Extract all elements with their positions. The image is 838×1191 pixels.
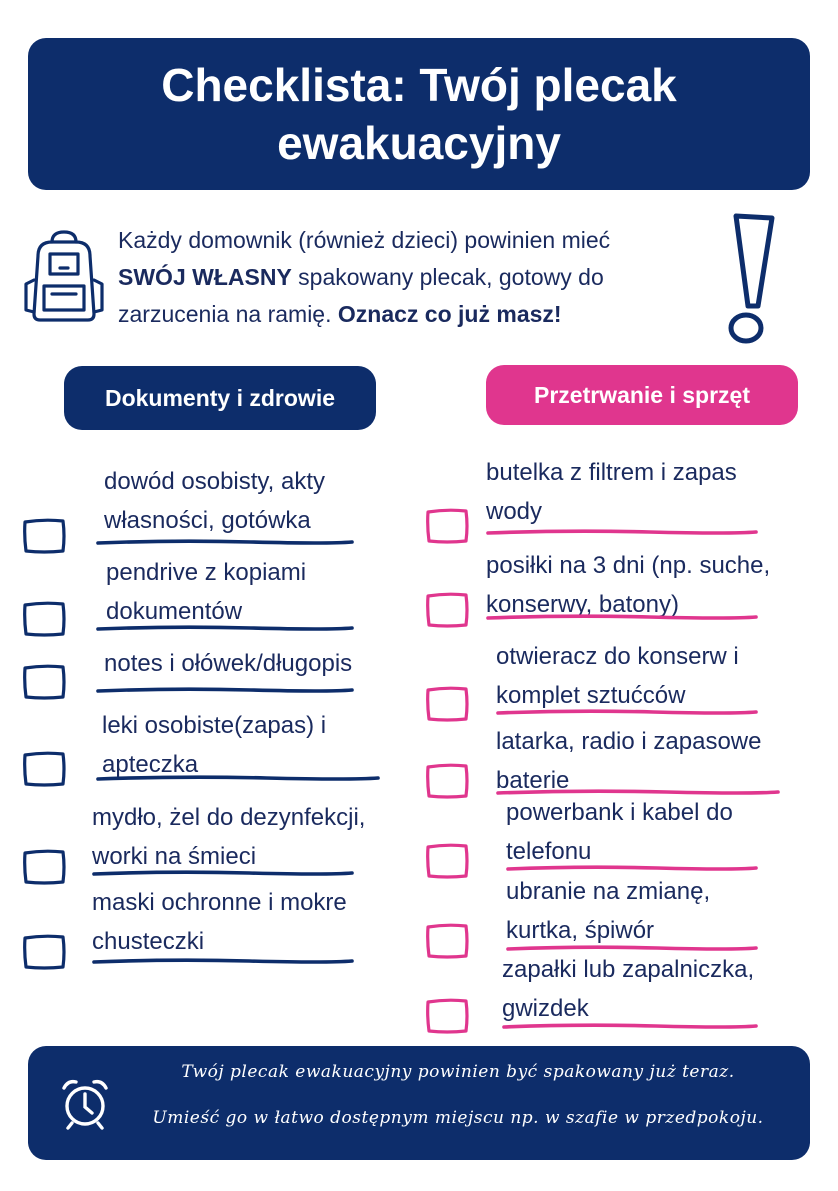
survival-item-line-2: kurtka, śpiwór: [506, 917, 655, 944]
documents-item-line-1: leki osobiste(zapas) i: [102, 712, 327, 739]
survival-item-line-1: butelka z filtrem i zapas: [486, 459, 737, 486]
survival-item-line-2: gwizdek: [502, 995, 589, 1022]
survival-item-line-1: ubranie na zmianę,: [506, 878, 711, 905]
survival-checkbox[interactable]: [425, 592, 469, 628]
survival-item-label: [506, 793, 733, 871]
survival-item-underline: [486, 528, 758, 536]
intro-emphasis-own: SWÓJ WŁASNY: [118, 264, 292, 290]
documents-item-line-2: worki na śmieci: [92, 843, 257, 870]
survival-item-line-2: wody: [486, 498, 543, 525]
documents-item-label: [92, 798, 365, 876]
title-line-1: Checklista: Twój plecak: [161, 59, 677, 111]
documents-item-line-2: dokumentów: [106, 598, 243, 625]
survival-item-underline: [502, 1022, 758, 1030]
exclamation-icon: [722, 210, 780, 350]
survival-item-label: [502, 950, 754, 1028]
footer-text-line-1: Twój plecak ewakuacyjny powinien być spakowany już teraz.: [181, 1062, 735, 1082]
survival-item-line-1: otwieracz do konserw i: [496, 643, 739, 670]
survival-checkbox[interactable]: [425, 843, 469, 879]
footer-banner: [28, 1046, 810, 1160]
survival-checkbox[interactable]: [425, 508, 469, 544]
survival-item-line-1: latarka, radio i zapasowe: [496, 728, 762, 755]
documents-item-line-2: własności, gotówka: [104, 507, 311, 534]
survival-item-line-2: telefonu: [506, 838, 592, 865]
documents-item-line-1: maski ochronne i mokre: [92, 889, 347, 916]
documents-item-line-2: apteczka: [102, 751, 199, 778]
documents-item-label: [92, 883, 347, 961]
documents-item-line-1: pendrive z kopiami: [106, 559, 307, 586]
documents-item-line-2: chusteczki: [92, 928, 205, 955]
documents-item-underline: [96, 774, 380, 782]
documents-item-label: [104, 644, 352, 683]
documents-item-label: [106, 553, 306, 631]
intro-paragraph: [118, 222, 718, 333]
survival-item-label: [486, 453, 737, 531]
documents-checkbox[interactable]: [22, 849, 66, 885]
intro-text-2: spakowany plecak, gotowy do: [291, 264, 604, 290]
documents-item-line-1: mydło, żel do dezynfekcji,: [92, 804, 366, 831]
documents-item-underline: [96, 686, 354, 694]
documents-item-underline: [96, 624, 354, 632]
survival-checkbox[interactable]: [425, 686, 469, 722]
survival-item-label: [506, 872, 710, 950]
documents-item-underline: [92, 957, 354, 965]
documents-item-label: [104, 462, 325, 540]
documents-item-label: [102, 706, 326, 784]
survival-item-line-2: komplet sztućców: [496, 682, 686, 709]
survival-item-line-1: posiłki na 3 dni (np. suche,: [486, 552, 771, 579]
survival-item-line-2: baterie: [496, 767, 570, 794]
survival-item-line-1: powerbank i kabel do: [506, 799, 733, 826]
column-header-survival: Przetrwanie i sprzęt: [486, 365, 798, 425]
survival-checkbox[interactable]: [425, 998, 469, 1034]
title-line-2: ewakuacyjny: [277, 117, 561, 169]
documents-checkbox[interactable]: [22, 601, 66, 637]
intro-text-3: zarzucenia na ramię.: [118, 301, 338, 327]
documents-item-underline: [96, 538, 354, 546]
column-header-documents: Dokumenty i zdrowie: [64, 366, 376, 430]
documents-checkbox[interactable]: [22, 751, 66, 787]
title-banner: [28, 38, 810, 190]
survival-item-underline: [486, 613, 758, 621]
survival-item-underline: [506, 864, 758, 872]
documents-item-underline: [92, 869, 354, 877]
survival-item-line-1: zapałki lub zapalniczka,: [502, 956, 755, 983]
documents-checkbox[interactable]: [22, 934, 66, 970]
intro-call-to-action: Oznacz co już masz!: [337, 301, 562, 327]
survival-checkbox[interactable]: [425, 763, 469, 799]
documents-checkbox[interactable]: [22, 518, 66, 554]
survival-checkbox[interactable]: [425, 923, 469, 959]
intro-text-1: Każdy domownik (również dzieci) powinien mieć: [118, 227, 611, 253]
backpack-icon: [22, 228, 106, 324]
documents-item-line-1: notes i ołówek/długopis: [104, 650, 353, 677]
survival-item-underline: [496, 708, 758, 716]
footer-text-line-2: Umieść go w łatwo dostępnym miejscu np. w szafie w przedpokoju.: [152, 1108, 764, 1128]
survival-item-label: [496, 637, 739, 715]
alarm-clock-icon: [58, 1076, 112, 1130]
survival-item-line-2: konserwy, batony): [486, 591, 679, 618]
documents-item-line-1: dowód osobisty, akty: [104, 468, 326, 495]
documents-checkbox[interactable]: [22, 664, 66, 700]
